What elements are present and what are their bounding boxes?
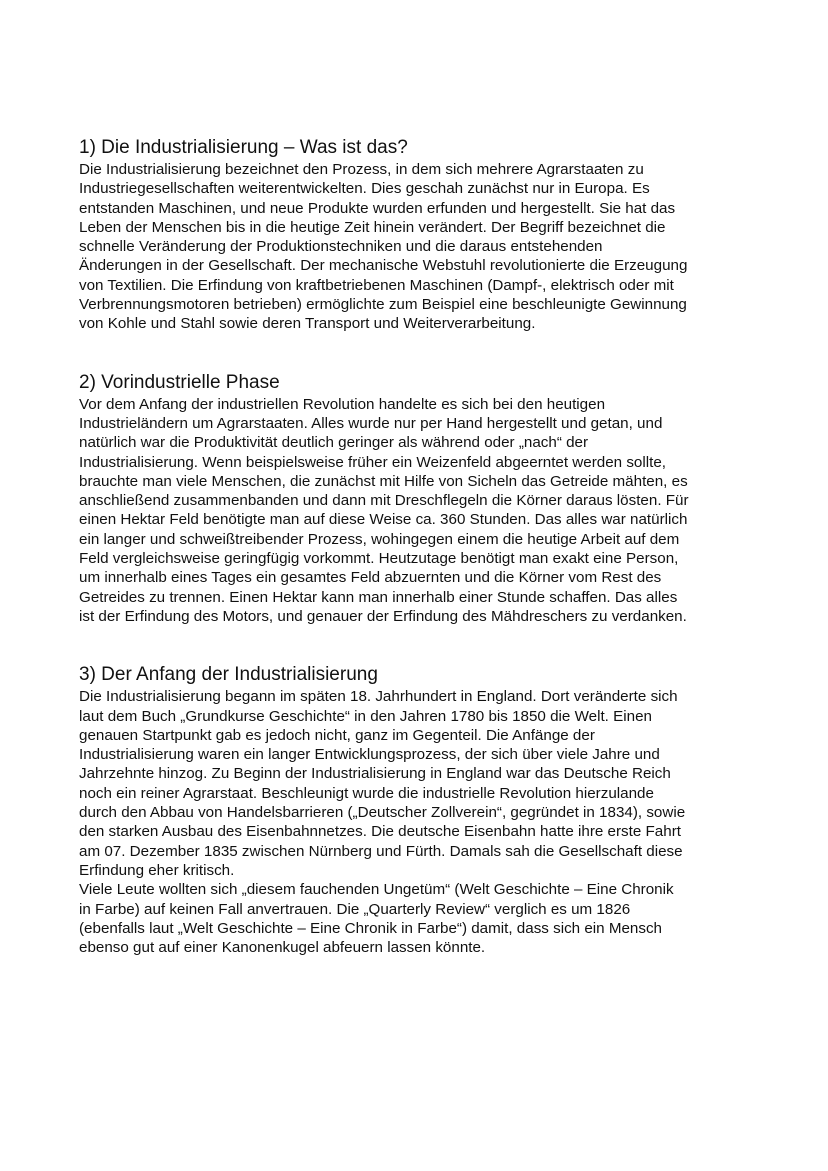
text-line: Industrieländern um Agrarstaaten. Alles wurde nur per Hand hergestellt und getan, und [79, 414, 663, 432]
section-heading: 1) Die Industrialisierung – Was ist das? [79, 137, 408, 158]
text-line: einen Hektar Feld benötigte man auf diese Weise ca. 360 Stunden. Das alles war natürlich [79, 511, 688, 529]
text-line: ist der Erfindung des Motors, und genauer der Erfindung des Mähdreschers zu verdanken. [79, 607, 687, 625]
text-line: Jahrzehnte hinzog. Zu Beginn der Industrialisierung in England war das Deutsche Reich [79, 765, 671, 783]
text-line: durch den Abbau von Handelsbarrieren („Deutscher Zollverein“, gegründet in 1834), sowie [79, 804, 686, 822]
text-line: den starken Ausbau des Eisenbahnnetzes. Die deutsche Eisenbahn hatte ihre erste Fahrt [79, 823, 681, 841]
paragraph [79, 687, 759, 880]
section-heading: 2) Vorindustrielle Phase [79, 371, 280, 393]
text-line: natürlich war die Produktivität deutlich geringer als während oder „nach“ der [79, 434, 589, 452]
text-line: um innerhalb eines Tages ein gesamtes Feld abzuernten und die Körner vom Rest des [79, 569, 662, 587]
text-line: Industrialisierung. Wenn beispielsweise früher ein Weizenfeld abgeerntet werden sollte, [79, 453, 667, 471]
text-line: Viele Leute wollten sich „diesem fauchenden Ungetüm“ (Welt Geschichte – Eine Chronik [79, 881, 674, 899]
text-line: Leben der Menschen bis in die heutige Zeit hinein verändert. Der Begriff bezeichnet die [79, 218, 666, 236]
paragraph [79, 880, 759, 957]
text-line: von Textilien. Die Erfindung von kraftbetriebenen Maschinen (Dampf-, elektrisch oder mit [79, 276, 674, 294]
text-line: Industriegesellschaften weiterentwickelten. Dies geschah zunächst nur in Europa. Es [79, 180, 650, 198]
text-line: von Kohle und Stahl sowie deren Transport und Weiterverarbeitung. [79, 315, 536, 333]
section-anfang-industrialisierung [79, 663, 759, 957]
text-line: Die Industrialisierung bezeichnet den Prozess, in dem sich mehrere Agrarstaaten zu [79, 161, 644, 178]
text-line: entstanden Maschinen, und neue Produkte wurden erfunden und hergestellt. Sie hat das [79, 199, 676, 217]
text-line: ebenso gut auf einer Kanonenkugel abfeuern lassen könnte. [79, 939, 486, 957]
text-line: Erfindung eher kritisch. [79, 861, 235, 879]
text-line: Vor dem Anfang der industriellen Revolution handelte es sich bei den heutigen [79, 395, 606, 413]
text-line: Getreides zu trennen. Einen Hektar kann man innerhalb einer Stunde schaffen. Das alles [79, 588, 678, 606]
text-line: in Farbe) auf keinen Fall anvertrauen. Die „Quarterly Review“ verglich es um 1826 [79, 900, 631, 918]
document-page [79, 136, 759, 957]
section-vorindustrielle-phase [79, 371, 759, 627]
section-industrialisierung [79, 136, 759, 334]
text-line: anschließend zusammenbanden und dann mit Dreschflegeln die Körner daraus lösten. Für [79, 492, 689, 510]
text-line: Änderungen in der Gesellschaft. Der mechanische Webstuhl revolutionierte die Erzeugung [79, 257, 688, 275]
paragraph [79, 160, 759, 334]
text-line: Die Industrialisierung begann im späten 18. Jahrhundert in England. Dort veränderte sich [79, 688, 678, 706]
text-line: schnelle Veränderung der Produktionstechniken und die daraus entstehenden [79, 238, 603, 256]
text-line: genauen Startpunkt gab es jedoch nicht, ganz im Gegenteil. Die Anfänge der [79, 726, 595, 744]
text-line: (ebenfalls laut „Welt Geschichte – Eine Chronik in Farbe“) damit, dass sich ein Mensch [79, 919, 663, 937]
text-line: Feld vergleichsweise geringfügig vorkommt. Heutzutage benötigt man exakt eine Person, [79, 550, 679, 568]
text-line: Verbrennungsmotoren betrieben) ermöglichte zum Beispiel eine beschleunigte Gewinnung [79, 296, 687, 314]
text-line: Industrialisierung waren ein langer Entwicklungsprozess, der sich über viele Jahre und [79, 746, 660, 764]
text-line: am 07. Dezember 1835 zwischen Nürnberg und Fürth. Damals sah die Gesellschaft diese [79, 842, 683, 860]
text-line: brauchte man viele Menschen, die zunächst mit Hilfe von Sicheln das Getreide mähten, es [79, 472, 688, 490]
section-heading: 3) Der Anfang der Industrialisierung [79, 664, 378, 686]
text-line: noch ein reiner Agrarstaat. Beschleunigt wurde die industrielle Revolution hierzulande [79, 784, 654, 802]
text-line: laut dem Buch „Grundkurse Geschichte“ in den Jahren 1780 bis 1850 die Welt. Einen [79, 707, 652, 725]
paragraph [79, 395, 759, 627]
text-line: ein langer und schweißtreibender Prozess, wohingegen einem die heutige Arbeit auf dem [79, 530, 680, 548]
